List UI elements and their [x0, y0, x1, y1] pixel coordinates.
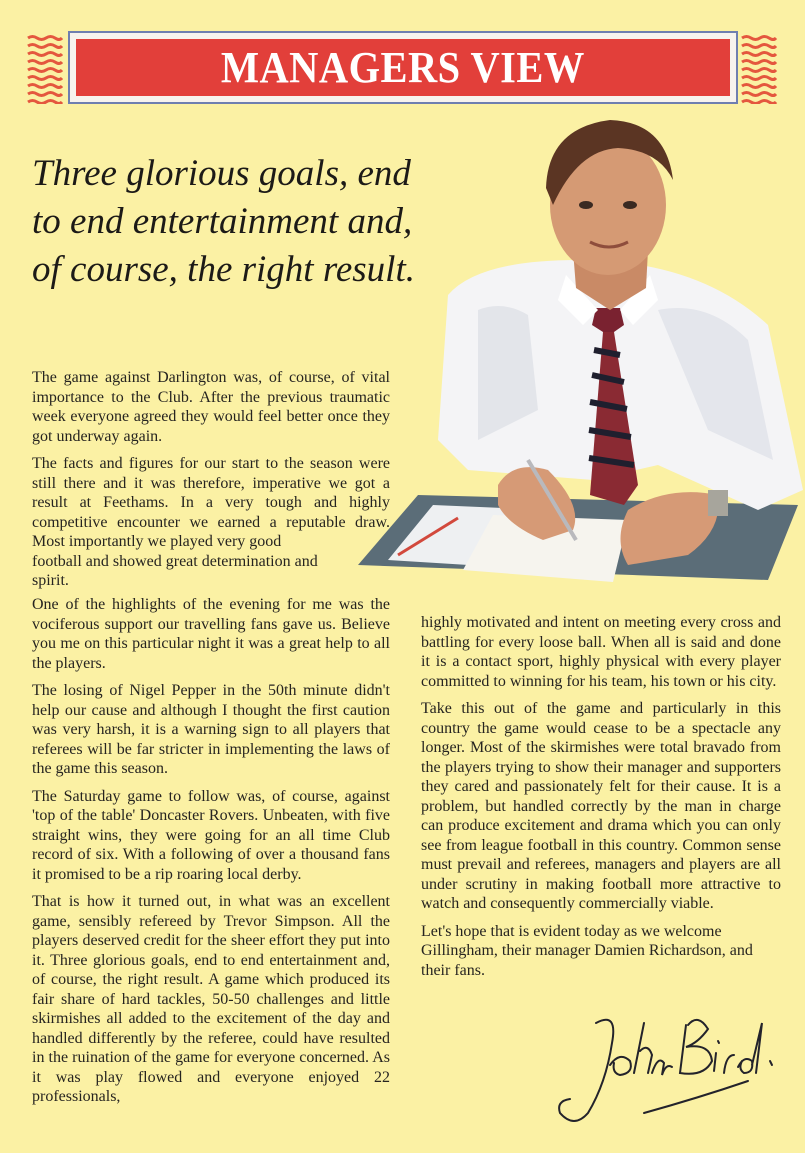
intro-paragraph-2-continued: football and showed great determination and spirit.: [32, 552, 318, 589]
intro-paragraph-1: The game against Darlington was, of course, of vital importance to the Club. After the previous traumatic week everyone agreed they would feel better once they got underway again.: [32, 369, 390, 445]
title-banner-red-panel: [76, 39, 730, 96]
wavy-stripes-ornament-left: [26, 34, 63, 104]
left-paragraph-2: The losing of Nigel Pepper in the 50th minute didn't help our cause and although I thought the first caution was very harsh, it is a warning sign to all players that referees will be far stricter in implementing the laws of the game this season.: [32, 682, 390, 777]
intro-column: [32, 368, 390, 599]
left-paragraph-3: The Saturday game to follow was, of course, against 'top of the table' Doncaster Rovers. Unbeaten, with five straight wins, they were going for an all time Club record of six. With a following of over a thousand fans it promised to be a rip roaring local derby.: [32, 787, 390, 883]
manager-photo: [328, 110, 803, 590]
right-paragraph-1: highly motivated and intent on meeting every cross and battling for every loose ball. When all is said and done it is a contact sport, highly physical with every player committed to winning for his team, his town or his city.: [421, 614, 781, 690]
right-paragraph-2: Take this out of the game and particularly in this country the game would cease to be a spectacle any longer. Most of the skirmishes were total bravado from the players trying to show their manager and supporters they cared and passionately felt for their cause. It is a problem, but handled correctly by the man in charge can produce excitement and drama which you can only see from league football in this country. Common sense must prevail and referees, managers and players are all under scrutiny in making football more attractive to watch and consequently commercially viable.: [421, 700, 781, 912]
manager-signature: [548, 1003, 788, 1133]
left-paragraph-4: That is how it turned out, in what was an excellent game, sensibly refereed by Trevor Simpson. All the players deserved credit for the sheer effort they put into it. Three glorious goals, end to end entertainment and, of course, the right result. A game which produced its fair share of hard tackles, 50-50 challenges and little skirmishes all added to the excitement of the day and handled differently by the referee, could have resulted in the ruination of the game for everyone concerned. As it was play flowed and everyone enjoyed 22 professionals,: [32, 893, 390, 1105]
right-paragraph-3: Let's hope that is evident today as we welcome Gillingham, their manager Damien Richardson, and their fans.: [421, 922, 753, 979]
right-column: [421, 613, 781, 988]
title-banner: [68, 31, 738, 104]
intro-paragraph-2: The facts and figures for our start to the season were still there and it was therefore, imperative we got a result at Feethams. In a very tough and highly competitive encounter we earned a reputable draw. Most importantly we played very good: [32, 455, 390, 550]
headline-quote: Three glorious goals, end to end entertainment and, of course, the right result.: [32, 153, 415, 290]
left-column: [32, 595, 390, 1115]
page-title: MANAGERS VIEW: [221, 43, 585, 92]
wavy-stripes-ornament-right: [741, 34, 778, 104]
left-paragraph-1: One of the highlights of the evening for me was the vociferous support our travelling fans gave us. Believe you me on this particular night it was a great help to all the players.: [32, 596, 390, 672]
